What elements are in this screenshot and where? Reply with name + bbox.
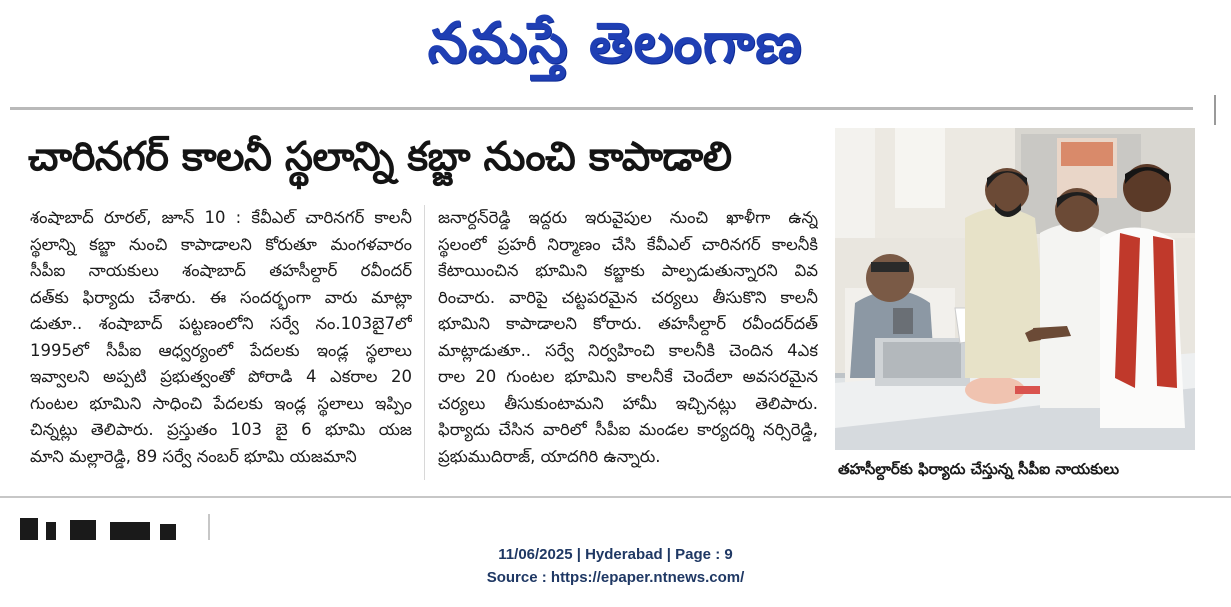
- article-line: స్థలంలో ప్రహరీ నిర్మాణం చేసి కేవీఎల్ చారినగర్ కాలనీకి: [438, 234, 818, 254]
- column-divider: [424, 205, 425, 480]
- news-photo: [835, 128, 1195, 450]
- masthead: [0, 0, 1231, 100]
- article-line: కేటాయించిన భూమిని కబ్జాకు పాల్పడుతున్నారని వివ: [438, 261, 818, 280]
- article-line: ఇవ్వాలని అప్పటి ప్రభుత్వంతో పోరాడి 4 ఎకరాల 20: [30, 367, 412, 386]
- top-rule: [10, 107, 1193, 110]
- article-line: రించారు. వారిపై చట్టపరమైన చర్యలు తీసుకొని కాలనీ: [438, 287, 818, 307]
- article-headline: చారినగర్ కాలనీ స్థలాన్ని కబ్జా నుంచి కాపాడాలి: [28, 134, 732, 180]
- article-line: స్థలాన్ని కబ్జా నుంచి కాపాడాలని కోరుతూ మంగళవారం: [30, 234, 412, 254]
- article-line: ప్రభుముదిరాజ్, యాదగిరి ఉన్నారు.: [438, 446, 661, 466]
- footer-edition-line: 11/06/2025 | Hyderabad | Page : 9: [498, 546, 733, 563]
- article-line: 1995లో సీపీఐ ఆధ్వర్యంలో పేదలకు ఇండ్ల స్థలాలు: [30, 340, 412, 360]
- article-column-2: [438, 205, 818, 470]
- footer-page: Page : 9: [675, 546, 733, 563]
- article-line: శంషాబాద్ రూరల్, జూన్ 10 : కేవీఎల్ చారినగర్ కాలనీ: [30, 208, 412, 227]
- article-line: భూమిని కాపాడాలని కోరారు. తహసీల్దార్ రవీందర్‌దత్: [438, 314, 818, 333]
- article-line: డుతూ.. శంషాబాద్ పట్టణంలోని సర్వే నం.103బై7లో: [30, 314, 412, 333]
- article-line: జనార్దన్‌రెడ్డి ఇద్దరు ఇరువైపుల నుంచి ఖాళీగా ఉన్న: [438, 208, 818, 227]
- footer-date: 11/06/2025: [498, 546, 573, 563]
- article-line: మాని మల్లారెడ్డి, 89 సర్వే నంబర్ భూమి యజమాని: [30, 446, 357, 466]
- footer-source[interactable]: Source : https://epaper.ntnews.com/: [486, 569, 745, 586]
- article-line: ఫిర్యాదు చేసిన వారిలో సీపీఐ మండల కార్యదర్శి నర్సిరెడ్డి,: [438, 420, 818, 439]
- footer-city: Hyderabad: [585, 546, 663, 563]
- footer: [0, 540, 1231, 600]
- page-edge-marker: [1214, 95, 1216, 125]
- news-photo-illustration: [835, 128, 1195, 450]
- photo-caption: తహసీల్దార్‌కు ఫిర్యాదు చేస్తున్న సీపీఐ నాయకులు: [838, 460, 1120, 478]
- article-line: గుంటల భూమిని సాధించి పేదలకు ఇండ్ల స్థలాలు ఇప్పిం: [30, 393, 412, 413]
- article-column-1: [30, 205, 412, 470]
- article-line: దత్‌కు ఫిర్యాదు చేశారు. ఈ సందర్భంగా వారు మాట్లా: [30, 287, 412, 307]
- article-line: మాట్లాడుతూ.. సర్వే నిర్వహించి కాలనీకి చెందిన 4ఎక: [438, 340, 818, 360]
- next-story-fragment: [0, 500, 220, 540]
- article-line: రాల 20 గుంటల భూమిని కాలనీకే చెందేలా అవసరమైన: [438, 367, 818, 386]
- bottom-rule: [0, 496, 1231, 498]
- masthead-title: నమస్తే తెలంగాణ: [427, 11, 803, 76]
- article-line: చిన్నట్లు తెలిపారు. ప్రస్తుతం 103 బై 6 భూమి యజ: [30, 420, 412, 439]
- article-line: సీపీఐ నాయకులు శంషాబాద్ తహసీల్దార్ రవీందర్: [30, 261, 412, 280]
- article-line: చర్యలు తీసుకుంటామని హామీ ఇచ్చినట్లు తెలిపారు.: [438, 393, 818, 413]
- cropped-headline-fragment: [0, 500, 220, 540]
